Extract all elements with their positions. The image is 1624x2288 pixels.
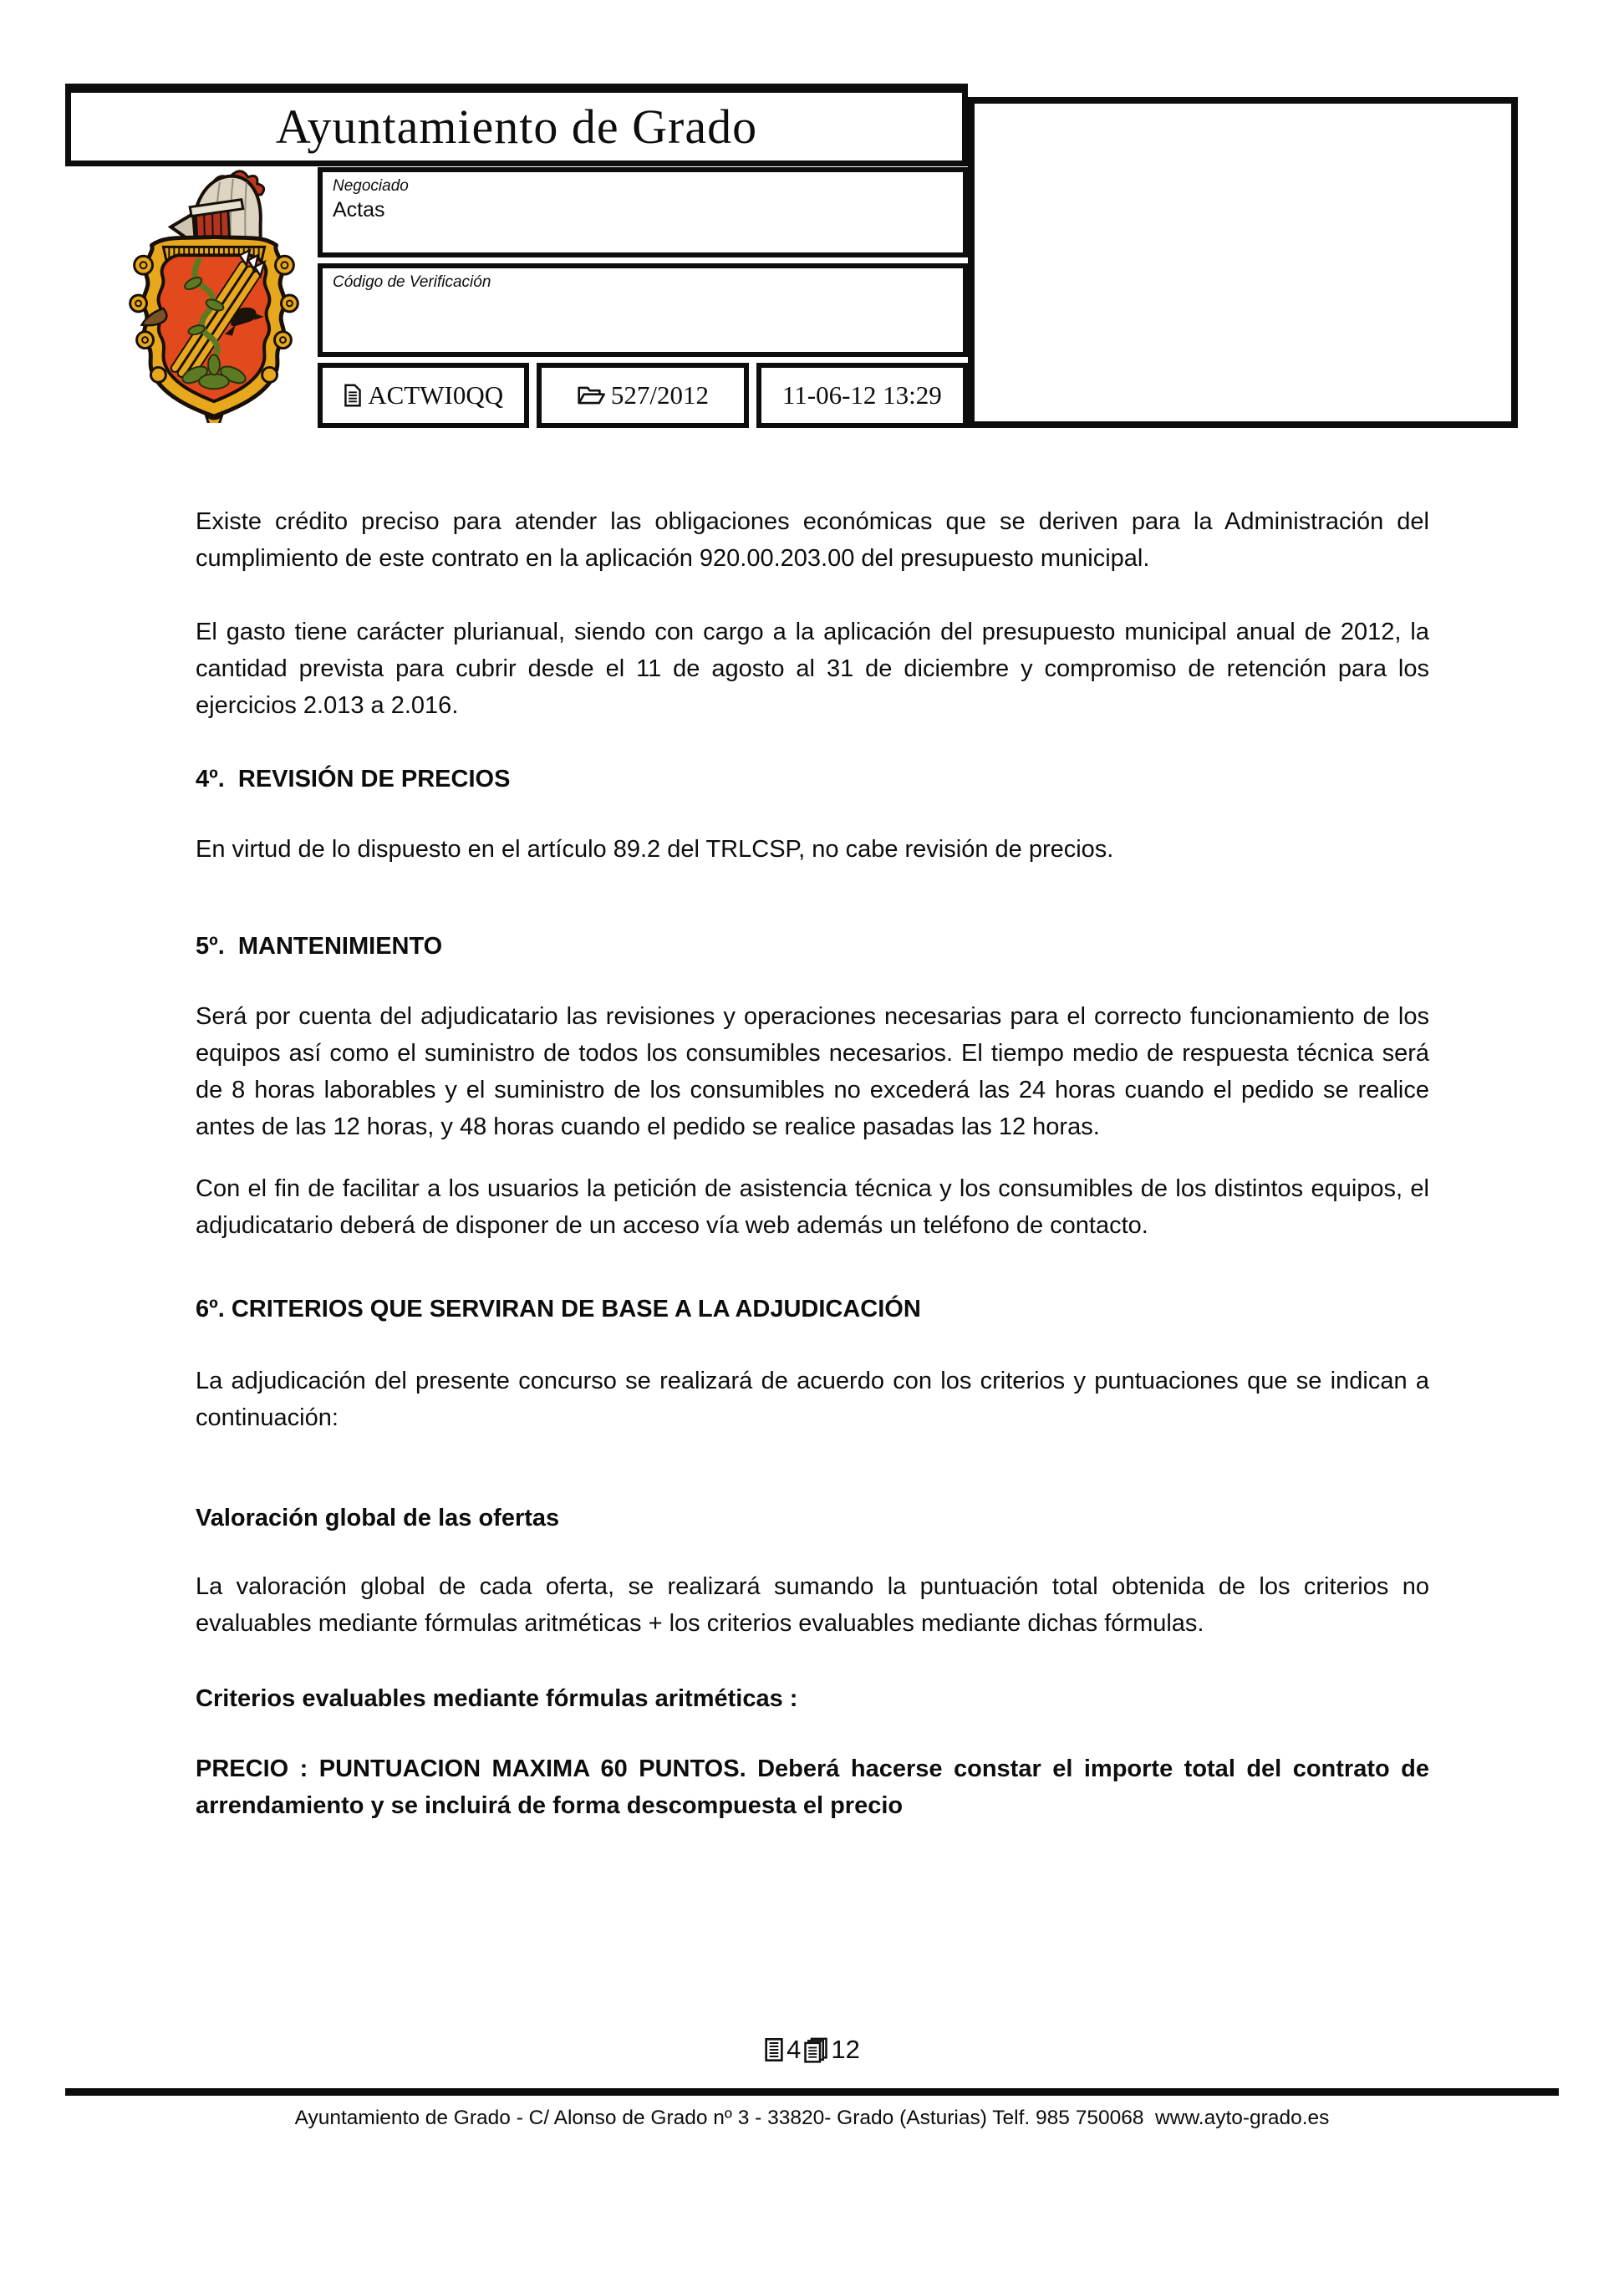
codes-row <box>318 363 968 428</box>
expediente-number: 527/2012 <box>610 380 710 410</box>
page-title: Ayuntamiento de Grado <box>275 99 758 154</box>
document-code-cell <box>318 363 529 428</box>
expediente-cell <box>537 363 748 428</box>
current-page-number: 4 <box>787 2035 802 2064</box>
subheading-valoracion-global: Valoración global de las ofertas <box>196 1505 560 1531</box>
subheading-criterios-formulas: Criterios evaluables mediante fórmulas aritméticas : <box>196 1685 798 1712</box>
document-icon <box>344 384 362 407</box>
datetime-cell <box>756 363 968 428</box>
paragraph-valoracion-global: La valoración global de cada oferta, se realizará sumando la puntuación total obtenida de los criterios no evaluables mediante fórmulas aritméticas + los criterios evaluables mediante dichas fórmulas. <box>196 1573 1429 1637</box>
verification-code-label: Código de Verificación <box>333 273 491 291</box>
paragraph-asistencia-web: Con el fin de facilitar a los usuarios la petición de asistencia técnica y los consumibles de los distintos equipos, el adjudicatario deberá de disponer de un acceso vía web además un teléfono de contacto. <box>196 1175 1429 1239</box>
footer-address: Ayuntamiento de Grado - C/ Alonso de Grado nº 3 - 33820- Grado (Asturias) Telf. 985 750068 www.ayto-grado.es <box>294 2107 1330 2129</box>
document-code: ACTWI0QQ <box>368 380 504 410</box>
total-pages-number: 12 <box>831 2035 860 2064</box>
open-folder-icon <box>577 385 605 406</box>
paragraph-adjudicacion: La adjudicación del presente concurso se realizará de acuerdo con los criterios y puntuaciones que se indican a continuación: <box>196 1368 1429 1431</box>
negociado-label: Negociado <box>333 177 409 195</box>
footer-divider <box>65 2088 1559 2096</box>
header-empty-box <box>968 97 1518 428</box>
section-heading-criterios: 6º. CRITERIOS QUE SERVIRAN DE BASE A LA ADJUDICACIÓN <box>196 1296 921 1322</box>
section-heading-mantenimiento: 5º. MANTENIMIENTO <box>196 933 443 960</box>
header-subtable <box>318 167 968 428</box>
document-header <box>65 84 1518 428</box>
datetime-value: 11-06-12 13:29 <box>781 380 942 410</box>
paragraph-mantenimiento: Será por cuenta del adjudicatario las revisiones y operaciones necesarias para el correcto funcionamiento de los equipos así como el suministro de todos los consumibles necesarios. El tiempo medio de respuesta técnica será de 8 horas laborables y el suministro de los consumibles no excederá las 24 horas cuando el pedido se realice antes de las 12 horas, y 48 horas cuando el pedido se realice pasadas las 12 horas. <box>196 1003 1429 1140</box>
verification-code-cell <box>318 263 968 357</box>
grado-coat-of-arms-icon <box>125 166 303 423</box>
paragraph-gasto-plurianual: El gasto tiene carácter plurianual, siendo con cargo a la aplicación del presupuesto municipal anual de 2012, la cantidad prevista para cubrir desde el 11 de agosto al 31 de diciembre y compromiso de retención para los ejercicios 2.013 a 2.016. <box>196 619 1429 719</box>
negociado-cell <box>318 167 968 257</box>
paragraph-precio-puntuacion: PRECIO : PUNTUACION MAXIMA 60 PUNTOS. Deberá hacerse constar el importe total del contrato de arrendamiento y se incluirá de forma descompuesta el precio <box>196 1755 1429 1819</box>
page-icon <box>764 2037 784 2062</box>
paragraph-credito: Existe crédito preciso para atender las obligaciones económicas que se deriven para la Administración del cumplimiento de este contrato en la aplicación 920.00.203.00 del presupuesto municipal. <box>196 508 1429 572</box>
document-body <box>196 428 1429 1824</box>
paragraph-trlcsp: En virtud de lo dispuesto en el artículo 89.2 del TRLCSP, no cabe revisión de precios. <box>196 836 1114 863</box>
negociado-value: Actas <box>333 198 385 222</box>
pages-stack-icon <box>803 2036 828 2063</box>
title-box <box>65 84 968 166</box>
section-heading-revision-precios: 4º. REVISIÓN DE PRECIOS <box>196 766 511 792</box>
page-indicator <box>0 2035 1624 2065</box>
